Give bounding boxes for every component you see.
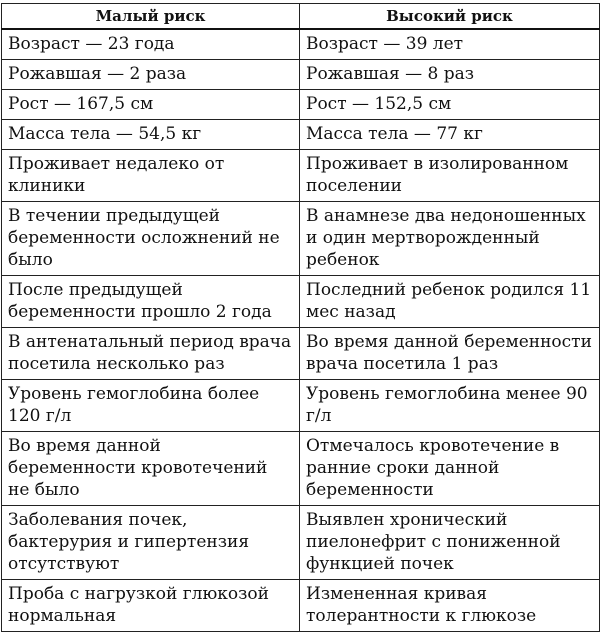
cell-low-risk: Проживает недалеко от клиники — [2, 150, 300, 202]
cell-low-risk: В течении предыдущей беременности осложнений не было — [2, 202, 300, 276]
header-low-risk: Малый риск — [2, 4, 300, 30]
cell-low-risk: Заболевания почек, бактерурия и гипертензия отсутствуют — [2, 506, 300, 580]
cell-high-risk: Рожавшая — 8 раз — [300, 60, 600, 90]
table-row — [2, 328, 600, 380]
table-row — [2, 120, 600, 150]
table-row — [2, 276, 600, 328]
table-row — [2, 90, 600, 120]
table-row — [2, 202, 600, 276]
cell-low-risk: Во время данной беременности кровотечений не было — [2, 432, 300, 506]
table-row — [2, 150, 600, 202]
cell-high-risk: Рост — 152,5 см — [300, 90, 600, 120]
cell-low-risk: Возраст — 23 года — [2, 29, 300, 60]
header-row — [2, 4, 600, 30]
table-row — [2, 506, 600, 580]
cell-high-risk: Последний ребенок родился 11 мес назад — [300, 276, 600, 328]
table-row — [2, 29, 600, 60]
table-row — [2, 432, 600, 506]
cell-low-risk: В антенатальный период врача посетила несколько раз — [2, 328, 300, 380]
table-row — [2, 380, 600, 432]
cell-low-risk: Масса тела — 54,5 кг — [2, 120, 300, 150]
cell-low-risk: Проба с нагрузкой глюкозой нормальная — [2, 580, 300, 632]
cell-low-risk: Рожавшая — 2 раза — [2, 60, 300, 90]
cell-high-risk: В анамнезе два недоношенных и один мертворожденный ребенок — [300, 202, 600, 276]
cell-low-risk: Рост — 167,5 см — [2, 90, 300, 120]
cell-high-risk: Проживает в изолированном поселении — [300, 150, 600, 202]
cell-high-risk: Отмечалось кровотечение в ранние сроки данной беременности — [300, 432, 600, 506]
cell-high-risk: Во время данной беременности врача посетила 1 раз — [300, 328, 600, 380]
cell-high-risk: Масса тела — 77 кг — [300, 120, 600, 150]
table-body — [2, 29, 600, 632]
cell-high-risk: Уровень гемоглобина менее 90 г/л — [300, 380, 600, 432]
risk-comparison-table — [1, 3, 600, 632]
cell-low-risk: После предыдущей беременности прошло 2 года — [2, 276, 300, 328]
header-high-risk: Высокий риск — [300, 4, 600, 30]
table-row — [2, 60, 600, 90]
cell-high-risk: Измененная кривая толерантности к глюкозе — [300, 580, 600, 632]
cell-high-risk: Возраст — 39 лет — [300, 29, 600, 60]
cell-low-risk: Уровень гемоглобина более 120 г/л — [2, 380, 300, 432]
table-row — [2, 580, 600, 632]
cell-high-risk: Выявлен хронический пиелонефрит с пониженной функцией почек — [300, 506, 600, 580]
table-header — [2, 4, 600, 30]
